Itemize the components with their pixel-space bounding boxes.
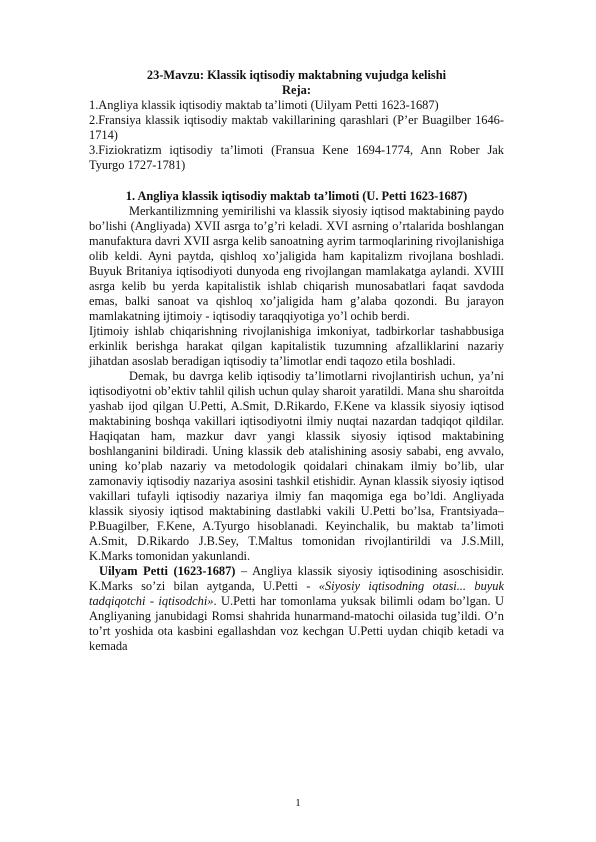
paragraph-1: Merkantilizmning yemirilishi va klassik siyosiy iqtisod maktabining paydo bo’lishi (Angliyada) XVII asrga to’g’ri keladi. XVI asrning o’rtalarida boshlangan manufaktura davri XVII asrga kelib sanoatning ayrim tarmoqlarining rivojlanishiga olib keldi. Ayni paytda, qishloq xo’jaligida ham kapitalizm rivojlana boshladi. Buyuk Britaniya iqtisodiyoti dunyoda eng rivojlangan mamlakatga aylandi. XVIII asrga kelib bu yerda kapitalistik ishlab chiqarish munosabatlari faqat savdoda emas, balki sanoat va qishloq xo’jaligida ham g’alaba qozondi. Bu jarayon mamlakatning ijtimoiy - iqtisodiy taraqqiyotiga yo’l ochib berdi. <box>89 204 504 323</box>
document-title: 23-Mavzu: Klassik iqtisodiy maktabning vujudga kelishi <box>146 68 447 82</box>
section-heading: 1. Angliya klassik iqtisodiy maktab ta’limoti (U. Petti 1623-1687) <box>125 189 468 203</box>
plan-item-2 <box>89 113 504 143</box>
petti-quote: «Siyosiy iqtisodning otasi... buyuk tadqiqotchi - iqtisodchi» <box>89 579 504 608</box>
paragraph-4 <box>89 564 504 654</box>
plan-item-1: 1.Angliya klassik iqtisodiy maktab ta’limoti (Uilyam Petti 1623-1687) <box>89 98 439 112</box>
plan-label: Reja: <box>282 83 311 97</box>
petti-lead: Uilyam Petti (1623-1687) <box>99 564 236 578</box>
page-number: 1 <box>295 797 301 809</box>
petti-text-2: . U.Petti har tomonlama yuksak bilimli odam bo’lgan. U Angliyaning janubidagi Romsi shahrida hunarmand-matochi oilasida tug’ildi. O’n to’rt yoshida ota kasbini egallashdan voz kechgan U.Petti uydan chiqib ketadi va kemada <box>89 594 504 653</box>
paragraph-3: Demak, bu davrga kelib iqtisodiy ta’limotlarni rivojlantirish uchun, ya’ni iqtisodiyotni ob’ektiv tahlil qilish uchun qulay sharoit yaratildi. Mana shu sharoitda yashab ijod qilgan U.Petti, A.Smit, D.Rikardo, F.Kene va klassik siyosiy iqtisod maktabining boshqa vakillari iqtisodiyotni ilmiy nuqtai nazardan tadqiqot qildilar. Haqiqatan ham, mazkur davr yangi klassik siyosiy iqtisod maktabining boshlanganini bildiradi. Uning klassik deb atalishining asosiy sababi, eng avvalo, uning ko’plab nazariy va metodologik qoidalari chinakam ilmiy bo’lib, ular zamonaviy iqtisodiy nazariya asosini tashkil etishidir. Aynan klassik siyosiy iqtisod vakillari tufayli iqtisodiy nazariya ilmiy fan maqomiga ega bo’ldi. Angliyada klassik siyosiy iqtisod maktabining dastlabki vakili U.Petti bo’lsa, Frantsiyada–P.Buagilber, F.Kene, A.Tyurgo hisoblanadi. Keyinchalik, bu maktab ta’limoti A.Smit, D.Rikardo J.B.Sey, T.Maltus tomonidan rivojlantirildi va J.S.Mill, K.Marks tomonidan yakunlandi. <box>89 369 504 563</box>
plan-item-3 <box>89 143 504 173</box>
paragraph-2: Ijtimoiy ishlab chiqarishning rivojlanishiga imkoniyat, tadbirkorlar tashabbusiga erkinlik berishga harakat qilgan kapitalistik tuzumning afzalliklarini nazariy jihatdan asoslab beradigan iqtisodiy ta’limotlar endi taqozo etila boshladi. <box>89 324 504 368</box>
petti-text-1: – Angliya klassik siyosiy iqtisodining asoschisidir. K.Marks so’zi bilan aytganda, U.Petti - <box>89 564 504 593</box>
page-content <box>89 68 504 654</box>
plan-item-2-text: 2.Fransiya klassik iqtisodiy maktab vakillarining qarashlari (P’er Buagilber 1646-1714) <box>89 113 504 142</box>
plan-item-3-text: 3.Fiziokratizm iqtisodiy ta’limoti (Fransua Kene 1694-1774, Ann Rober Jak Tyurgo 1727-1781) <box>89 143 504 172</box>
